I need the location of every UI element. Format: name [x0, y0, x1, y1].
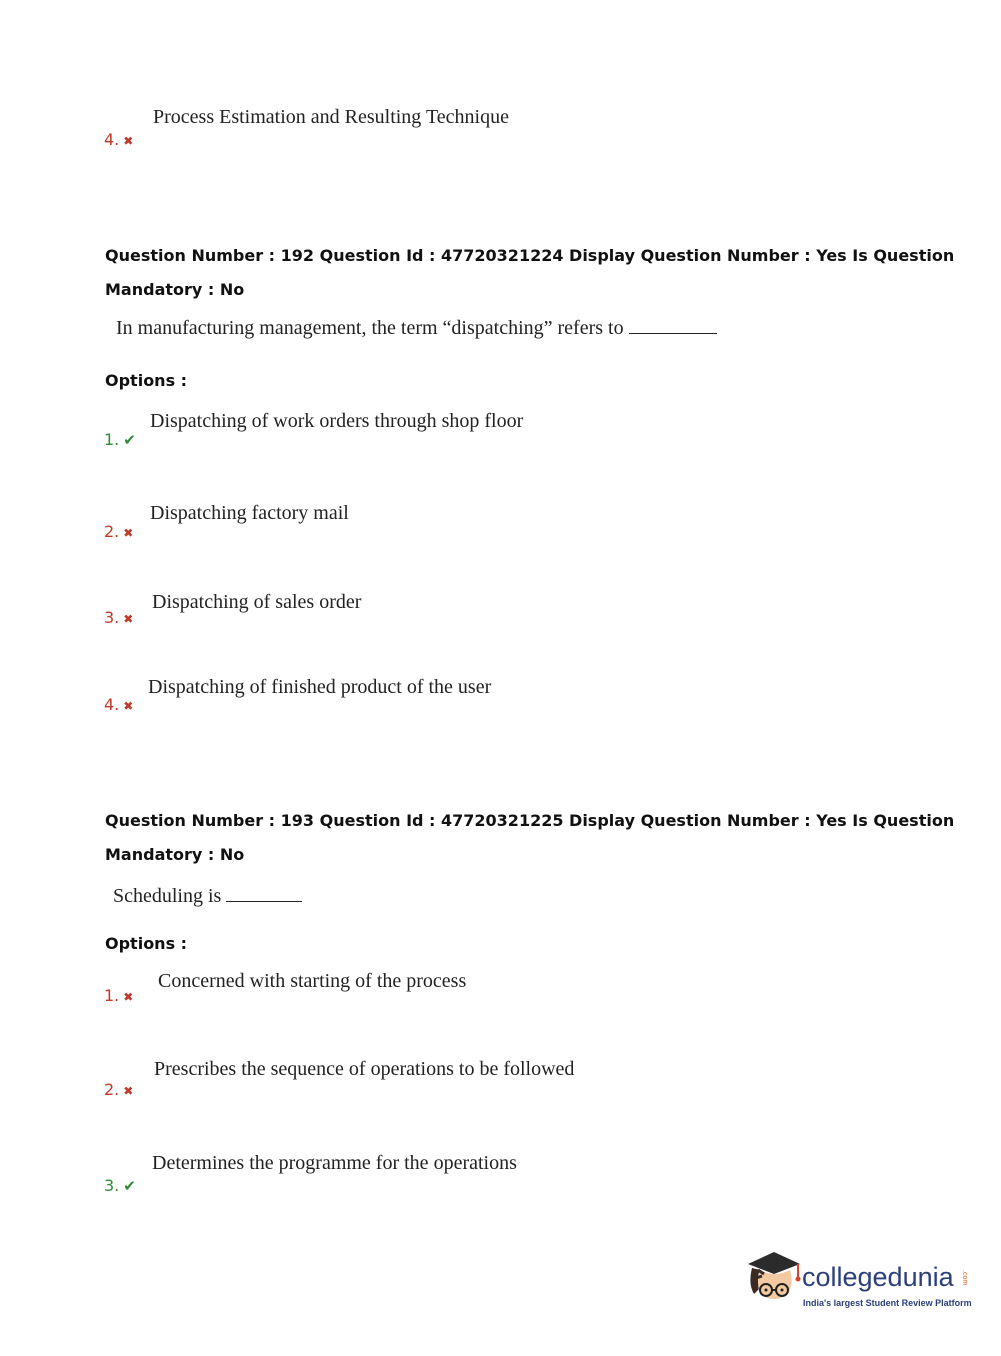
option-text: Dispatching of work orders through shop floor [150, 410, 524, 432]
option-text: Prescribes the sequence of operations to be followed [154, 1058, 575, 1080]
cross-icon: ✖ [123, 990, 134, 1004]
option-number [104, 1176, 136, 1195]
option-number-label: 4. [104, 130, 120, 149]
option-number [104, 608, 133, 627]
option-number-label: 3. [104, 608, 120, 627]
option-text: Process Estimation and Resulting Technique [153, 106, 509, 128]
question-text [113, 885, 302, 908]
option-number [104, 1080, 133, 1099]
option-number-label: 4. [104, 695, 120, 714]
option-text: Dispatching of sales order [152, 591, 362, 613]
option-number-label: 1. [104, 430, 120, 449]
check-icon: ✔ [123, 431, 136, 449]
question-meta: Question Number : 192 Question Id : 47720321224 Display Question Number : Yes Is Question [105, 246, 955, 265]
cross-icon: ✖ [123, 134, 134, 148]
option-number [104, 130, 133, 149]
option-text: Concerned with starting of the process [158, 970, 467, 992]
cross-icon: ✖ [123, 1084, 134, 1098]
answer-blank [226, 885, 302, 902]
option-text: Dispatching factory mail [150, 502, 349, 524]
question-text-content: In manufacturing management, the term “dispatching” refers to [116, 317, 624, 339]
option-number-label: 2. [104, 522, 120, 541]
options-label: Options : [105, 371, 188, 390]
cross-icon: ✖ [123, 699, 134, 713]
option-number [104, 430, 136, 449]
option-text: Determines the programme for the operations [152, 1152, 517, 1174]
answer-blank [629, 317, 717, 334]
option-number [104, 986, 133, 1005]
check-icon: ✔ [123, 1177, 136, 1195]
question-text-content: Scheduling is [113, 885, 222, 907]
collegedunia-logo [742, 1248, 972, 1318]
option-text: Dispatching of finished product of the user [148, 676, 492, 698]
logo-com: .com [961, 1270, 968, 1286]
question-meta: Mandatory : No [105, 845, 245, 864]
question-meta: Question Number : 193 Question Id : 47720321225 Display Question Number : Yes Is Question [105, 811, 955, 830]
options-label: Options : [105, 934, 188, 953]
option-number-label: 2. [104, 1080, 120, 1099]
logo-wordmark: collegedunia [802, 1262, 954, 1292]
question-meta: Mandatory : No [105, 280, 245, 299]
option-number [104, 522, 133, 541]
option-number [104, 695, 133, 714]
option-number-label: 3. [104, 1176, 120, 1195]
question-text [116, 317, 717, 340]
cross-icon: ✖ [123, 612, 134, 626]
option-number-label: 1. [104, 986, 120, 1005]
logo-tagline: India's largest Student Review Platform [803, 1298, 972, 1308]
mascot-icon [742, 1248, 804, 1318]
cross-icon: ✖ [123, 526, 134, 540]
